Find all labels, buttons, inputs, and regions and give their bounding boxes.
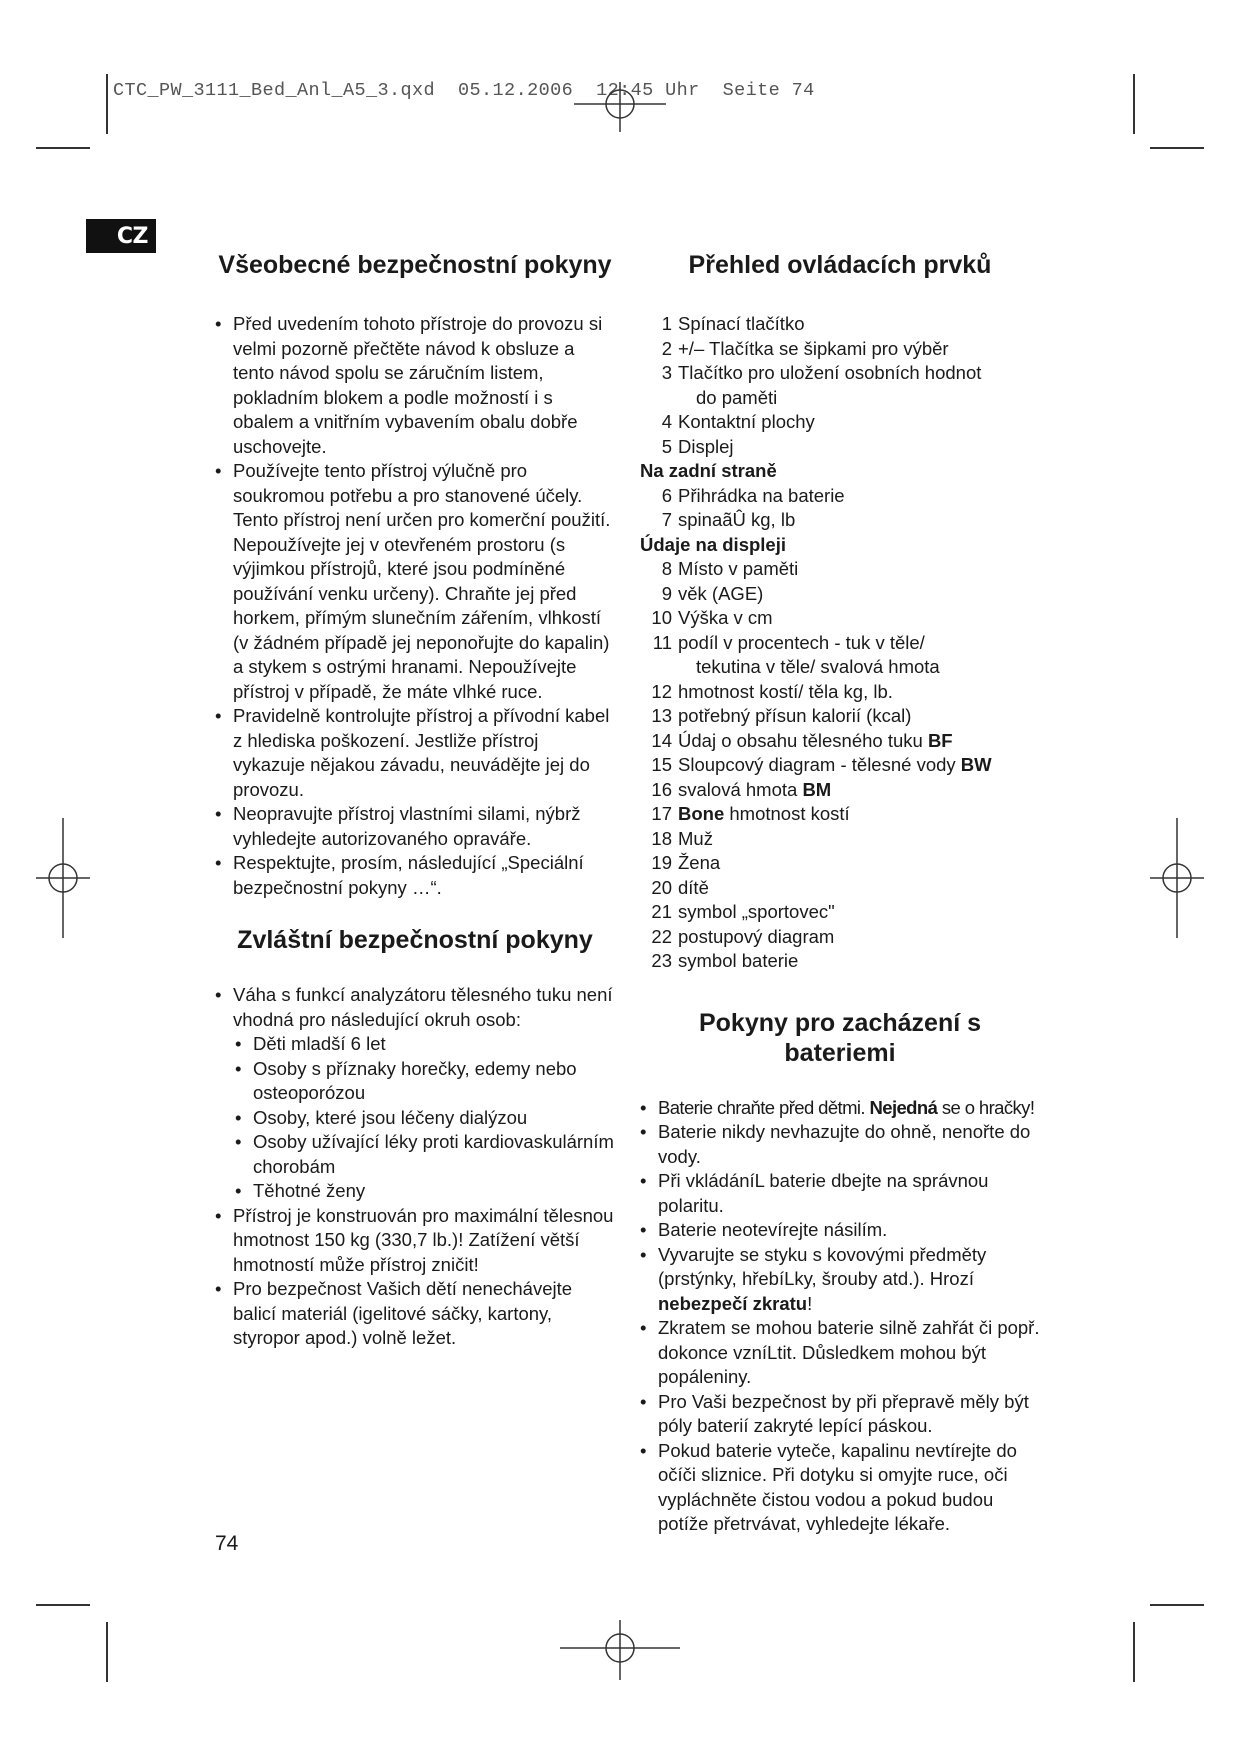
list-item: • Pravidelně kontrolujte přístroj a přívodní kabel z hlediska poškození. Jestliže přístroj vykazuje nějakou závadu, neuvádějte jej do provozu. [215,704,615,802]
control-item: 4 Kontaktní plochy [661,411,815,432]
display-item: 9 věk (AGE) [661,582,764,604]
crop-mark [36,1604,90,1606]
display-item: 8 Místo v paměti [661,558,799,579]
list-item: • Při vkládáníL baterie dbejte na správnou polaritu. [640,1169,1040,1218]
list-item: • Vyvarujte se styku s kovovými předměty (prstýnky, hřebíLky, šrouby atd.). Hrozí nebezpečí zkratu! [640,1243,1040,1317]
crop-mark [1133,1622,1135,1682]
list-item: • Pokud baterie vyteče, kapalinu nevtírejte do očíči sliznice. Při dotyku si omyjte ruce, oči vypláchněte čistou vodou a pokud budou potíže přetrvávat, vyhledejte lékaře. [640,1439,1040,1537]
display-item: 17 Bone hmotnost kostí [651,803,850,824]
display-item: tekutina v těle/ svalová hmota [696,656,940,677]
registration-mark-icon [560,82,680,132]
control-item: 2 +/– Tlačítka se šipkami pro výběr [661,337,949,359]
right-column [640,250,1040,1537]
control-item: 7 spinaãÛ kg, lb [661,509,796,530]
display-item: 20 dítě [651,876,709,898]
list-item: • Osoby s příznaky horečky, edemy nebo osteoporózou [215,1057,615,1106]
display-item: 22 postupový diagram [651,925,835,947]
display-item: 23 symbol baterie [651,950,799,971]
display-item: 14 Údaj o obsahu tělesného tuku BF [651,729,953,751]
crop-mark [36,147,90,149]
crop-mark [1150,1604,1204,1606]
general-safety-heading: Všeobecné bezpečnostní pokyny [218,251,612,279]
display-item: 15 Sloupcový diagram - tělesné vody BW [651,754,992,775]
list-item: • Těhotné ženy [215,1179,615,1204]
controls-list [640,312,1040,974]
registration-mark-icon [1150,818,1204,938]
list-item: • Osoby, které jsou léčeny dialýzou [215,1106,615,1131]
crop-mark [106,1622,108,1682]
list-item: • Přístroj je konstruován pro maximální tělesnou hmotnost 150 kg (330,7 lb.)! Zatížení větší hmotností může přístroj zničit! [215,1204,615,1278]
excluded-persons-list [215,1032,615,1204]
display-item: 12 hmotnost kostí/ těla kg, lb. [651,680,893,702]
left-column [215,250,615,1351]
list-item: • Zkratem se mohou baterie silně zahřát či popř. dokonce vzníLtit. Důsledkem mohou být popáleniny. [640,1316,1040,1390]
crop-mark [1150,147,1204,149]
list-item [215,983,615,1204]
battery-list [640,1096,1040,1537]
display-item: 18 Muž [651,827,713,849]
control-item: 3 Tlačítko pro uložení osobních hodnot [661,362,982,383]
control-item: do paměti [696,386,778,408]
display-item: 21 symbol „sportovec" [651,901,835,922]
general-safety-list [215,312,615,900]
control-item: 6 Přihrádka na baterie [661,484,845,506]
list-item: • Baterie nikdy nevhazujte do ohně, nenořte do vody. [640,1120,1040,1169]
special-safety-list [215,983,615,1351]
battery-heading: Pokyny pro zacházení s bateriemi [698,1008,982,1067]
display-item: 19 Žena [651,852,721,873]
page-number: 74 [215,1532,239,1555]
list-item: • Před uvedením tohoto přístroje do provozu si velmi pozorně přečtěte návod k obsluze a tento návod spolu se záručním listem, pokladním blokem a podle možností i s obalem a vnitřním vybavením obalu dobře uschovejte. [215,312,615,459]
list-item: • Osoby užívající léky proti kardiovaskulárním chorobám [215,1130,615,1179]
crop-mark [106,74,108,134]
list-item: • Děti mladší 6 let [215,1032,615,1057]
registration-mark-icon [560,1620,680,1680]
language-tab: CZ [86,219,156,253]
special-safety-heading: Zvláštní bezpečnostní pokyny [237,926,593,954]
section-label: Na zadní straně [640,460,777,481]
registration-mark-icon [36,818,90,938]
display-item: 11 podíl v procentech - tuk v těle/ [652,631,925,653]
list-item: • Pro bezpečnost Vašich dětí nenechávejte balicí materiál (igelitové sáčky, kartony, styropor apod.) volně ležet. [215,1277,615,1351]
crop-mark [1133,74,1135,134]
list-item: • Pro Vaši bezpečnost by při přepravě měly být póly baterií zakryté lepící páskou. [640,1390,1040,1439]
list-item: • Baterie neotevírejte násilím. [640,1218,1040,1243]
section-label: Údaje na displeji [640,533,786,555]
control-item: 1 Spínací tlačítko [661,313,805,334]
controls-overview-heading: Přehled ovládacích prvků [688,251,992,279]
display-item: 10 Výška v cm [651,607,773,628]
list-item: • Neopravujte přístroj vlastními silami, nýbrž vyhledejte autorizovaného opraváře. [215,802,615,851]
list-item-text: Váha s funkcí analyzátoru tělesného tuku není vhodná pro následující okruh osob: [233,984,613,1030]
print-slug: CTC_PW_3111_Bed_Anl_A5_3.qxd 05.12.2006 12:45 Uhr Seite 74 [113,80,815,101]
list-item: • Baterie chraňte před dětmi. Nejedná se o hračky! [640,1096,1040,1121]
display-item: 16 svalová hmota BM [651,778,832,800]
list-item: • Používejte tento přístroj výlučně pro soukromou potřebu a pro stanovené účely. Tento přístroj není určen pro komerční použití. Nepoužívejte jej v otevřeném prostoru (s výjimkou přístrojů, které jsou podmíněné používání venku určeny). Chraňte jej před horkem, přímým slunečním zářením, vlhkostí (v žádném případě jej neponořujte do kapalin) a stykem s ostrými hranami. Nepoužívejte přístroj v případě, že máte vlhké ruce. [215,459,615,704]
control-item: 5 Displej [661,435,734,457]
list-item: • Respektujte, prosím, následující „Speciální bezpečnostní pokyny …“. [215,851,615,900]
display-item: 13 potřebný přísun kalorií (kcal) [651,705,912,726]
